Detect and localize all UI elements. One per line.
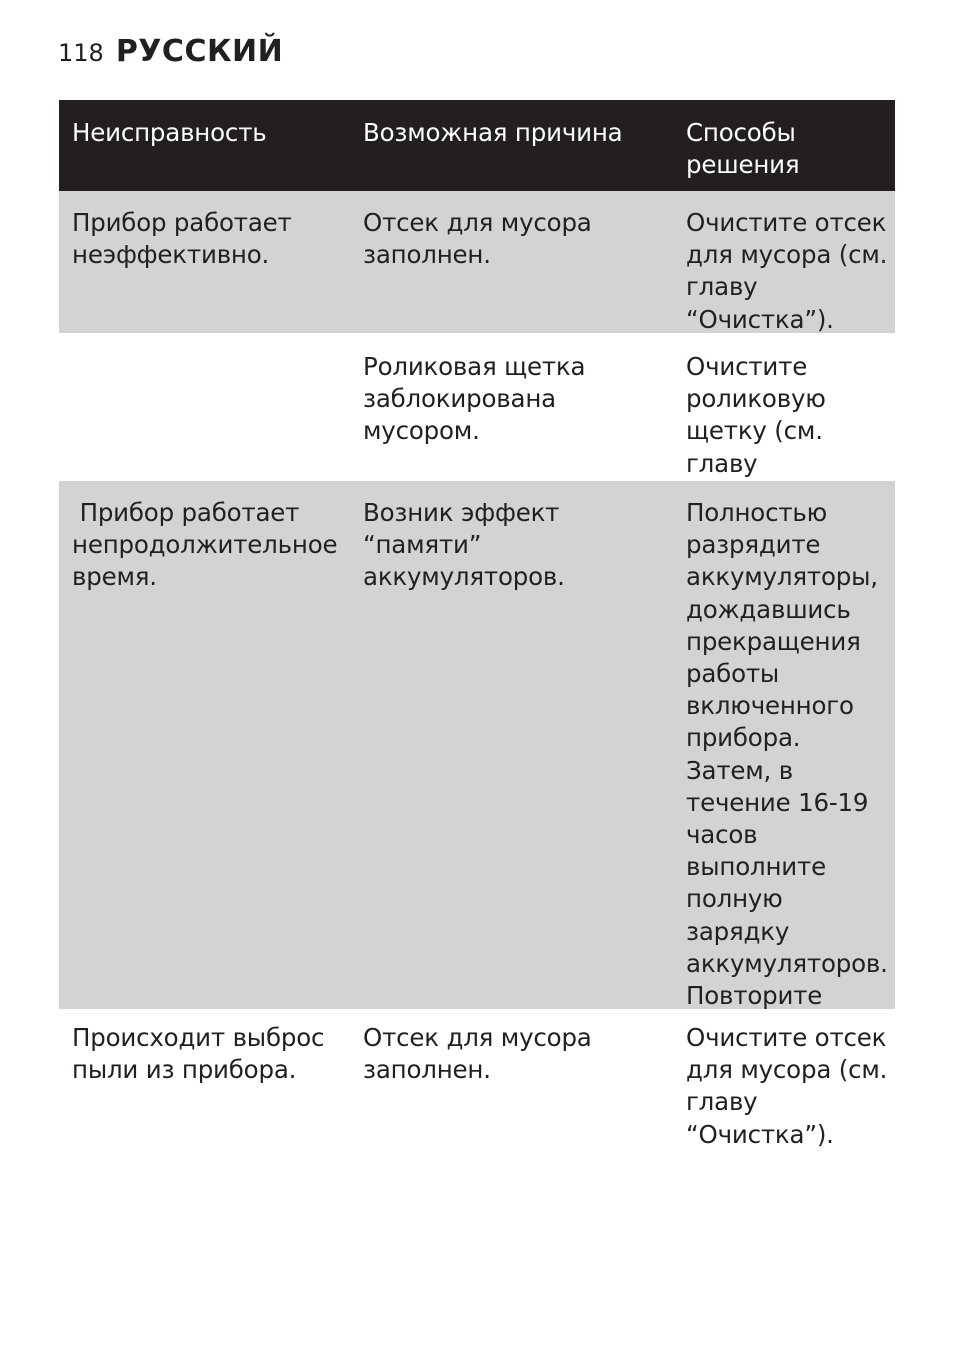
solution-cell: Очистите отсек для мусора (см. главу “Очистка”).	[686, 1023, 888, 1149]
table-row	[59, 335, 895, 479]
cause-cell: Возник эффект “памяти” аккумуляторов.	[363, 498, 565, 592]
page-language-title: РУССКИЙ	[115, 34, 284, 69]
table-row	[59, 191, 895, 333]
cause-cell: Роликовая щетка заблокирована мусором.	[363, 352, 586, 446]
troubleshooting-table	[59, 100, 895, 1161]
solution-cell: Очистите отсек для мусора (см. главу “Очистка”).	[686, 208, 888, 333]
cause-cell: Отсек для мусора заполнен.	[363, 1023, 592, 1085]
column-header-solution: Способы решения	[686, 118, 800, 179]
problem-cell: Прибор работает неэффективно.	[72, 208, 292, 270]
problem-cell	[59, 335, 350, 479]
page-header	[58, 34, 283, 74]
table-row	[59, 481, 895, 1009]
problem-cell: Происходит выброс пыли из прибора.	[72, 1023, 325, 1085]
solution-cell: Очистите роликовую щетку (см. главу	[686, 352, 826, 478]
column-header-cause: Возможная причина	[363, 118, 623, 147]
table-header-row	[59, 100, 895, 191]
page-number: 118	[58, 39, 104, 67]
problem-cell: Прибор работает непродолжительное время.	[72, 498, 345, 592]
solution-cell: Полностью разрядите аккумуляторы, дождавшись прекращения работы включенного прибора. Затем, в течение 16-19 часов выполните полную зарядку аккумуляторов. Повторите	[686, 498, 888, 1009]
cause-cell: Отсек для мусора заполнен.	[363, 208, 592, 270]
table-row	[59, 1011, 895, 1161]
column-header-problem: Неисправность	[72, 118, 267, 147]
